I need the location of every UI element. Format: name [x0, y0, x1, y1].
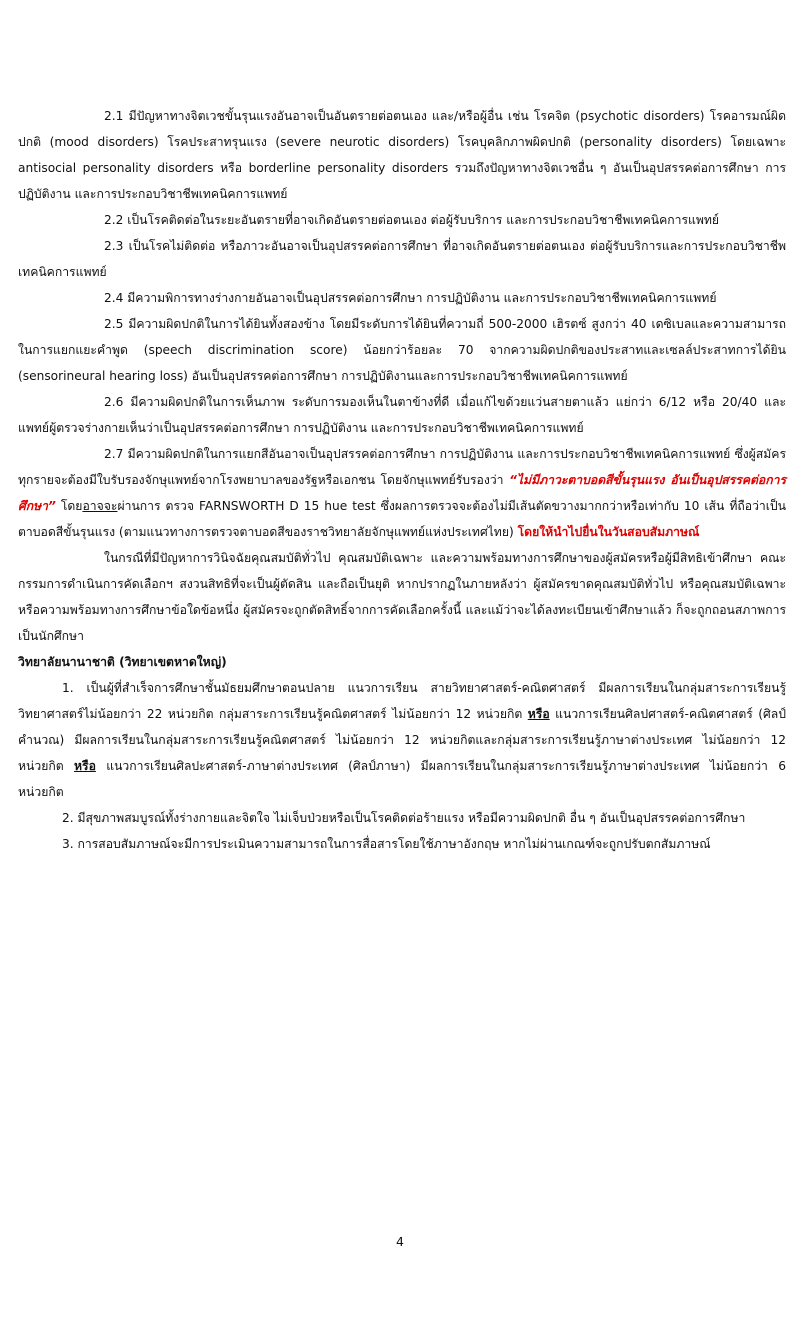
color-blind-requirement-emphasis: “ไม่มีภาวะตาบอดสีขั้นรุนแรง อันเป็นอุปสรรคต่อการศึกษา”: [18, 473, 786, 513]
section-heading: วิทยาลัยนานาชาติ (วิทยาเขตหาดใหญ่): [18, 655, 227, 669]
requirement-2: 2. มีสุขภาพสมบูรณ์ทั้งร่างกายและจิตใจ ไม่เจ็บป่วยหรือเป็นโรคติดต่อร้ายแรง หรือมีความผิดปกติ อื่น ๆ อันเป็นอุปสรรคต่อการศึกษา: [62, 811, 746, 825]
criterion-2-4: 2.4 มีความพิการทางร่างกายอันอาจเป็นอุปสรรคต่อการศึกษา การปฏิบัติงาน และการประกอบวิชาชีพเทคนิคการแพทย์: [104, 291, 717, 305]
criterion-2-1: 2.1 มีปัญหาทางจิตเวชขั้นรุนแรงอันอาจเป็นอันตรายต่อตนเอง และ/หรือผู้อื่น เช่น โรคจิต (psychotic disorders) โรคอารมณ์ผิดปกติ (mood disorders) โรคประสาทรุนแรง (severe neurotic disorders) โรคบุคลิกภาพผิดปกติ (personality disorders) โดยเฉพาะ antisocial personality disorders หรือ borderline personality disorders รวมถึงปัญหาทางจิตเวชอื่น ๆ อันเป็นอุปสรรคต่อการศึกษา การปฏิบัติงาน และการประกอบวิชาชีพเทคนิคการแพทย์: [18, 109, 786, 201]
submit-at-interview-emphasis: โดยให้นำไปยื่นในวันสอบสัมภาษณ์: [517, 525, 700, 539]
requirement-1-text-c: แนวการเรียนศิลปะศาสตร์-ภาษาต่างประเทศ (ศิลป์ภาษา) มีผลการเรียนในกลุ่มสาระการเรียนรู้ภาษาต่างประเทศ ไม่น้อยกว่า 6 หน่วยกิต: [18, 759, 786, 799]
criterion-2-7: [18, 441, 786, 545]
criterion-2-5: 2.5 มีความผิดปกติในการได้ยินทั้งสองข้าง โดยมีระดับการได้ยินที่ความถี่ 500-2000 เฮิรตซ์ สูงกว่า 40 เดซิเบลและความสามารถในการแยกแยะคำพูด (speech discrimination score) น้อยกว่าร้อยละ 70 จากความผิดปกติของประสาทและเซลล์ประสาทการได้ยิน (sensorineural hearing loss) อันเป็นอุปสรรคต่อการศึกษา การปฏิบัติงานและการประกอบวิชาชีพเทคนิคการแพทย์: [18, 317, 786, 383]
document-body: [18, 103, 786, 857]
requirement-1: [18, 675, 786, 805]
requirement-1-text-b: แนวการเรียนศิลปศาสตร์-คณิตศาสตร์ (ศิลป์คำนวณ) มีผลการเรียนในกลุ่มสาระการเรียนรู้คณิตศาสตร์ ไม่น้อยกว่า 12 หน่วยกิตและกลุ่มสาระการเรียนรู้ภาษาต่างประเทศ ไม่น้อยกว่า 12 หน่วยกิต: [18, 707, 786, 773]
requirement-1-text-a: 1. เป็นผู้ที่สำเร็จการศึกษาชั้นมัธยมศึกษาตอนปลาย แนวการเรียน สายวิทยาศาสตร์-คณิตศาสตร์ มีผลการเรียนในกลุ่มสาระการเรียนรู้วิทยาศาสตร์ไม่น้อยกว่า 22 หน่วยกิต กลุ่มสาระการเรียนรู้คณิตศาสตร์ ไม่น้อยกว่า 12 หน่วยกิต: [18, 681, 786, 721]
criterion-2-7-text-b: โดย: [55, 499, 83, 513]
criterion-2-3: 2.3 เป็นโรคไม่ติดต่อ หรือภาวะอันอาจเป็นอุปสรรคต่อการศึกษา ที่อาจเกิดอันตรายต่อตนเอง ต่อผู้รับบริการและการประกอบวิชาชีพเทคนิคการแพทย์: [18, 239, 786, 279]
requirement-1-or-2: หรือ: [73, 759, 96, 773]
criterion-2-6: 2.6 มีความผิดปกติในการเห็นภาพ ระดับการมองเห็นในตาข้างที่ดี เมื่อแก้ไขด้วยแว่นสายตาแล้ว แย่กว่า 6/12 หรือ 20/40 และแพทย์ผู้ตรวจร่างกายเห็นว่าเป็นอุปสรรคต่อการศึกษา การปฏิบัติงาน และการประกอบวิชาชีพเทคนิคการแพทย์: [18, 395, 786, 435]
criterion-2-7-text-c: ผ่านการ ตรวจ FARNSWORTH D 15 hue test ซึ่งผลการตรวจจะต้องไม่มีเส้นตัดขวางมากกว่าหรือเท่ากับ 10 เส้น ที่ถือว่าเป็นตาบอดสีขั้นรุนแรง (ตามแนวทางการตรวจตาบอดสีของราชวิทยาลัยจักษุแพทย์แห่งประเทศไทย): [18, 499, 786, 539]
requirement-3: 3. การสอบสัมภาษณ์จะมีการประเมินความสามารถในการสื่อสารโดยใช้ภาษาอังกฤษ หากไม่ผ่านเกณฑ์จะถูกปรับตกสัมภาษณ์: [62, 837, 711, 851]
page-number: 4: [396, 1234, 404, 1249]
criterion-2-7-underline: อาจจะ: [82, 499, 118, 513]
criterion-2-7-text: 2.7 มีความผิดปกติในการแยกสีอันอาจเป็นอุปสรรคต่อการศึกษา การปฏิบัติงาน และการประกอบวิชาชีพเทคนิคการแพทย์ ซึ่งผู้สมัครทุกรายจะต้องมีใบรับรองจักษุแพทย์จากโรงพยาบาลของรัฐหรือเอกชน โดยจักษุแพทย์รับรองว่า: [18, 447, 786, 487]
criterion-2-2: 2.2 เป็นโรคติดต่อในระยะอันตรายที่อาจเกิดอันตรายต่อตนเอง ต่อผู้รับบริการ และการประกอบวิชาชีพเทคนิคการแพทย์: [104, 213, 720, 227]
eligibility-note: ในกรณีที่มีปัญหาการวินิจฉัยคุณสมบัติทั่วไป คุณสมบัติเฉพาะ และความพร้อมทางการศึกษาของผู้สมัครหรือผู้มีสิทธิเข้าศึกษา คณะกรรมการดำเนินการคัดเลือกฯ สงวนสิทธิที่จะเป็นผู้ตัดสิน และถือเป็นยุติ หากปรากฏในภายหลังว่า ผู้สมัครขาดคุณสมบัติทั่วไป หรือคุณสมบัติเฉพาะ หรือความพร้อมทางการศึกษาข้อใดข้อหนึ่ง ผู้สมัครจะถูกตัดสิทธิ์จากการคัดเลือกครั้งนี้ และแม้ว่าจะได้ลงทะเบียนเข้าศึกษาแล้ว ก็จะถูกถอนสภาพการเป็นนักศึกษา: [18, 551, 786, 643]
requirement-1-or-1: หรือ: [527, 707, 550, 721]
